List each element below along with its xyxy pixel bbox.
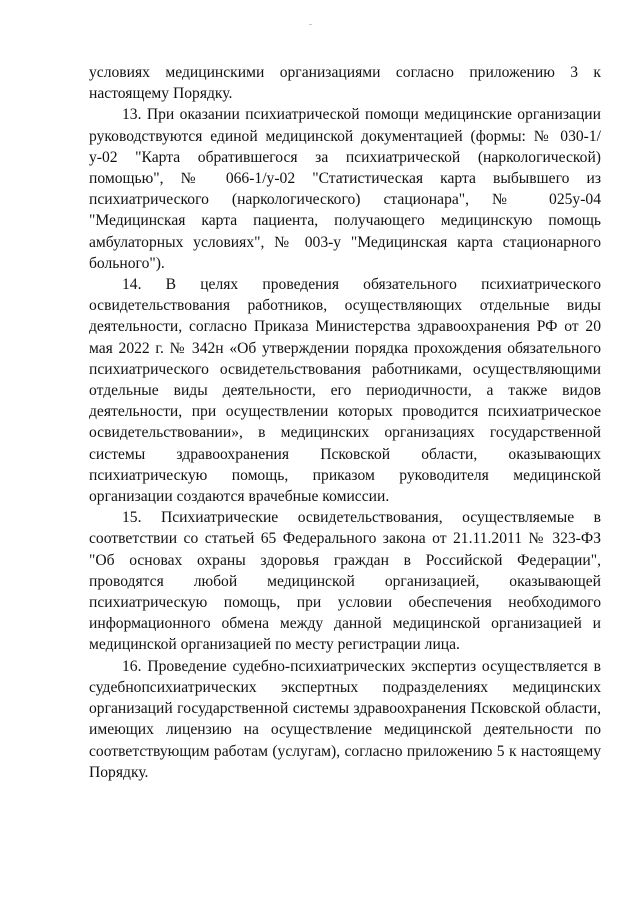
- paragraph-13: 13. При оказании психиатрической помощи медицинские организации руководствуются единой медицинской документацией (формы: № 030-1/у-02 "Карта обратившегося за психиатрической (наркологической) помощью", № 066-1/у-02 "Статистическая карта выбывшего из психиатрического (наркологического) стационара", № 025у-04 "Медицинская карта пациента, получающего медицинскую помощь амбулаторных условиях", № 003-у "Медицинская карта стационарного больного").: [89, 106, 601, 272]
- paragraph-16: 16. Проведение судебно-психиатрических экспертиз осуществляется в судебнопсихиатрических экспертных подразделениях медицинских организаций государственной системы здравоохранения Псковской области, имеющих лицензию на осуществление медицинской деятельности по соответствующим работам (услугам), согласно приложению 5 к настоящему Порядку.: [89, 657, 601, 781]
- paragraph-continuation: условиях медицинскими организациями согласно приложению 3 к настоящему Порядку.: [89, 64, 601, 103]
- paragraph-15: 15. Психиатрические освидетельствования, осуществляемые в соответствии со статьей 65 Федерального закона от 21.11.2011 № 323-ФЗ "Об основах охраны здоровья граждан в Российской Федерации", проводятся любой медицинской организацией, оказывающей психиатрическую помощь, при условии обеспечения необходимого информационного обмена между данной медицинской организацией и медицинской организацией по месту регистрации лица.: [89, 509, 601, 654]
- document-body: [89, 62, 601, 783]
- page-mark: [309, 24, 312, 25]
- paragraph-14: 14. В целях проведения обязательного психиатрического освидетельствования работников, осуществляющих отдельные виды деятельности, согласно Приказа Министерства здравоохранения РФ от 20 мая 2022 г. № 342н «Об утверждении порядка прохождения обязательного психиатрического освидетельствования работниками, осуществляющими отдельные виды деятельности, его периодичности, а также видов деятельности, при осуществлении которых проводится психиатрическое освидетельствовании», в медицинских организациях государственной системы здравоохранения Псковской области, оказывающих психиатрическую помощь, приказом руководителя медицинской организации создаются врачебные комиссии.: [89, 276, 601, 506]
